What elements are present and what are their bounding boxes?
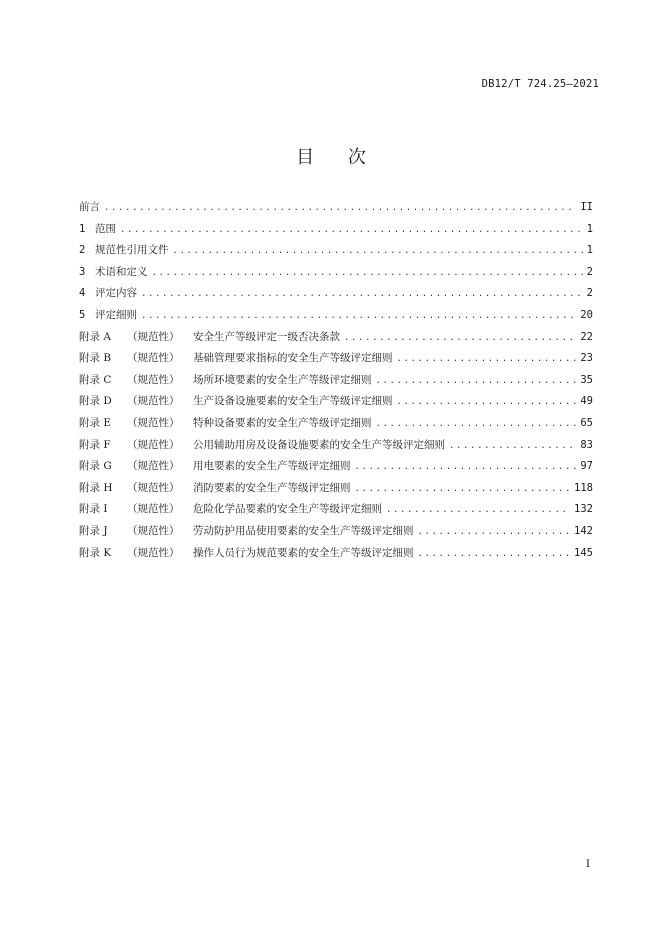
toc-entry-annex-c[interactable] [79, 372, 593, 394]
toc-entry-annex-b[interactable] [79, 350, 593, 372]
toc-entry-number: 1 [79, 222, 86, 235]
toc-page-number: 35 [580, 373, 593, 386]
toc-entry-content[interactable] [79, 285, 593, 307]
dot-leader [418, 527, 571, 537]
toc-entry-normative-references[interactable] [79, 242, 593, 264]
toc-entry-terms[interactable] [79, 264, 593, 286]
page-title: 目 次 [296, 147, 380, 168]
toc-page-number: 2 [586, 265, 593, 278]
toc-entry-annex-f[interactable] [79, 437, 593, 459]
toc-entry-title: 安全生产等级评定一级否决条款 [193, 330, 340, 343]
dot-leader [376, 419, 577, 429]
annex-label: 附录 H [79, 481, 113, 494]
annex-label: 附录 G [79, 460, 112, 473]
toc-entry-foreword[interactable] [79, 199, 593, 221]
dot-leader [397, 354, 577, 364]
toc-page-number: 23 [580, 352, 593, 365]
toc-page-number: 20 [580, 308, 593, 321]
toc-entry-title: 特种设备要素的安全生产等级评定细则 [193, 416, 372, 429]
toc-page-number: 142 [574, 524, 593, 537]
annex-type: （规范性） [127, 481, 180, 494]
annex-label: 附录 A [79, 330, 111, 343]
dot-leader [152, 268, 583, 278]
toc-entry-number: 2 [79, 244, 86, 257]
toc-entry-title: 场所环境要素的安全生产等级评定细则 [193, 373, 372, 386]
annex-type: （规范性） [127, 352, 180, 365]
toc-page-number: 49 [580, 395, 593, 408]
annex-type: （规范性） [127, 373, 180, 386]
dot-leader [449, 441, 576, 451]
annex-type: （规范性） [127, 395, 180, 408]
dot-leader [141, 311, 576, 321]
annex-type: （规范性） [127, 546, 180, 559]
toc-entry-annex-e[interactable] [79, 415, 593, 437]
toc-entry-number: 5 [79, 308, 86, 321]
toc-page-number: 145 [574, 546, 593, 559]
toc-entry-title: 劳动防护用品使用要素的安全生产等级评定细则 [193, 524, 414, 537]
table-of-contents [79, 199, 593, 566]
toc-entry-title: 术语和定义 [95, 265, 148, 278]
dot-leader [173, 246, 583, 256]
dot-leader [376, 376, 577, 386]
toc-entry-number: 4 [79, 287, 86, 300]
annex-label: 附录 D [79, 395, 112, 408]
toc-entry-scope[interactable] [79, 221, 593, 243]
toc-entry-title: 评定细则 [95, 308, 137, 321]
dot-leader [386, 505, 570, 515]
annex-label: 附录 I [79, 503, 108, 516]
dot-leader [344, 333, 576, 343]
document-code: DB12/T 724.25—2021 [481, 78, 599, 90]
toc-entry-title: 前言 [79, 201, 100, 213]
dot-leader [141, 289, 583, 299]
dot-leader [355, 484, 571, 494]
toc-entry-title: 生产设备设施要素的安全生产等级评定细则 [193, 395, 393, 408]
toc-page-number: 118 [574, 481, 593, 494]
toc-entry-title: 评定内容 [95, 287, 137, 300]
toc-page-number: 1 [586, 244, 593, 257]
toc-entry-title: 规范性引用文件 [95, 244, 169, 257]
annex-type: （规范性） [127, 330, 180, 343]
toc-page-number: 1 [586, 222, 593, 235]
toc-page-number: 83 [580, 438, 593, 451]
toc-entry-number: 3 [79, 265, 86, 278]
annex-label: 附录 E [79, 416, 112, 429]
dot-leader [104, 203, 576, 213]
annex-label: 附录 J [79, 524, 108, 537]
toc-entry-annex-g[interactable] [79, 458, 593, 480]
toc-entry-annex-k[interactable] [79, 545, 593, 567]
toc-page-number: 65 [580, 416, 593, 429]
dot-leader [355, 462, 577, 472]
toc-page-number: 97 [580, 460, 593, 473]
toc-entry-title: 范围 [95, 222, 116, 235]
annex-type: （规范性） [127, 503, 180, 516]
annex-label: 附录 F [79, 438, 111, 451]
toc-entry-annex-d[interactable] [79, 393, 593, 415]
annex-type: （规范性） [127, 416, 180, 429]
annex-type: （规范性） [127, 460, 180, 473]
toc-page-number: 132 [574, 503, 593, 516]
dot-leader [120, 225, 583, 235]
toc-entry-title: 消防要素的安全生产等级评定细则 [193, 481, 351, 494]
toc-page-number: 2 [586, 287, 593, 300]
annex-type: （规范性） [127, 524, 180, 537]
toc-entry-annex-h[interactable] [79, 480, 593, 502]
annex-type: （规范性） [127, 438, 180, 451]
toc-page-number: II [580, 201, 593, 213]
annex-label: 附录 C [79, 373, 112, 386]
toc-entry-rules[interactable] [79, 307, 593, 329]
toc-entry-title: 用电要素的安全生产等级评定细则 [193, 460, 351, 473]
footer-page-number: I [585, 858, 590, 870]
toc-entry-annex-j[interactable] [79, 523, 593, 545]
toc-entry-title: 公用辅助用房及设备设施要素的安全生产等级评定细则 [193, 438, 445, 451]
annex-label: 附录 B [79, 352, 112, 365]
toc-entry-title: 危险化学品要素的安全生产等级评定细则 [193, 503, 382, 516]
dot-leader [397, 397, 577, 407]
dot-leader [418, 549, 571, 559]
toc-page-number: 22 [580, 330, 593, 343]
annex-label: 附录 K [79, 546, 112, 559]
toc-entry-title: 基础管理要求指标的安全生产等级评定细则 [193, 352, 393, 365]
toc-entry-title: 操作人员行为规范要素的安全生产等级评定细则 [193, 546, 414, 559]
toc-entry-annex-i[interactable] [79, 501, 593, 523]
toc-entry-annex-a[interactable] [79, 329, 593, 351]
